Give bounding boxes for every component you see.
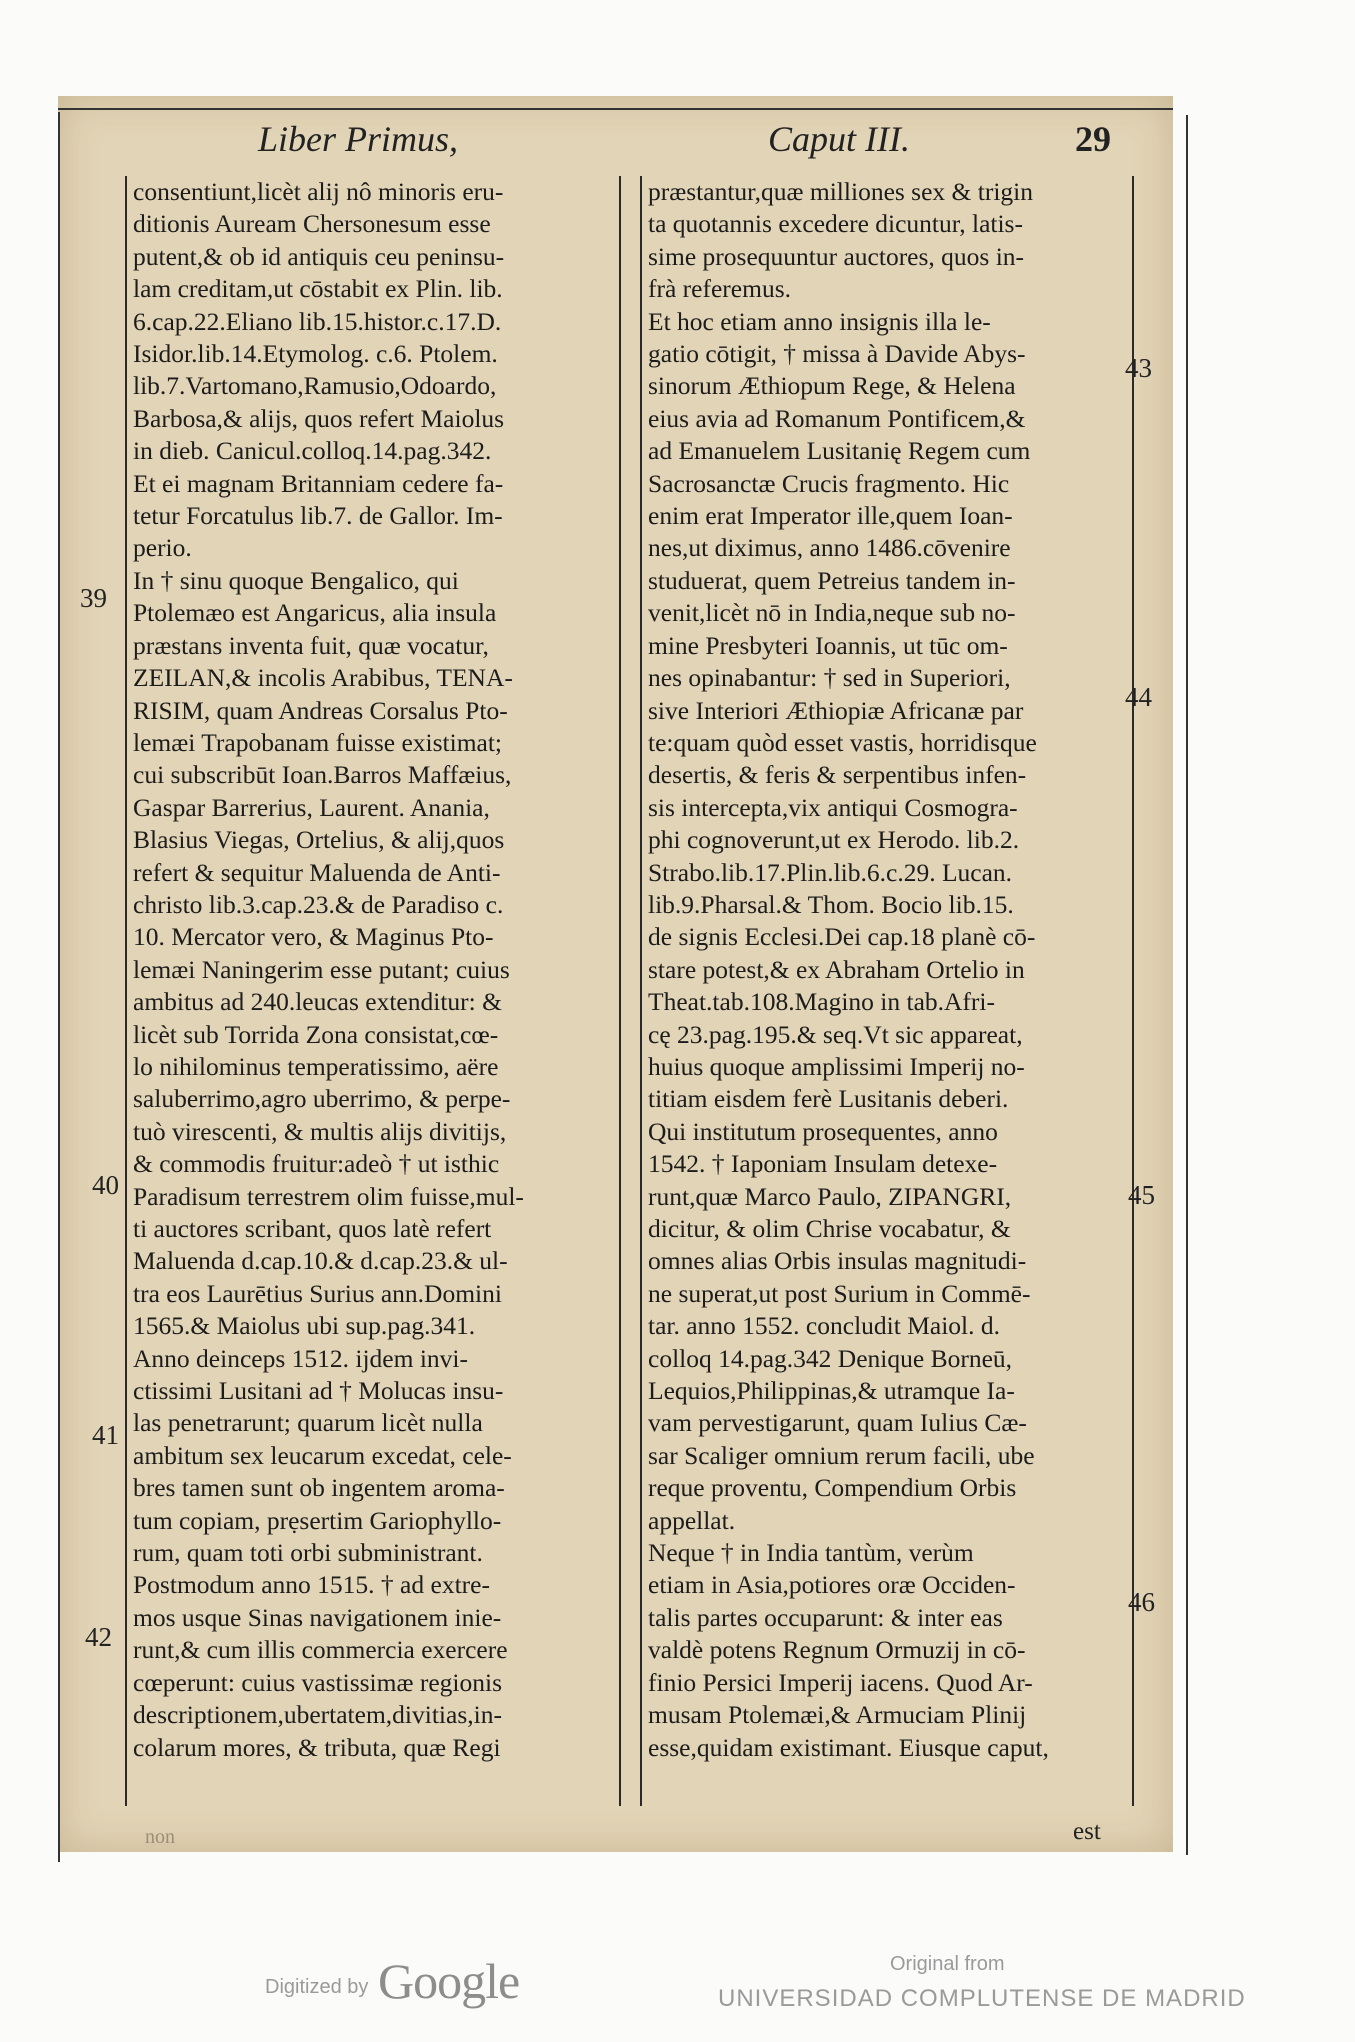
text-line: sis intercepta,vix antiqui Cosmogra- bbox=[648, 792, 1018, 822]
library-name: UNIVERSIDAD COMPLUTENSE DE MADRID bbox=[718, 1985, 1246, 2012]
text-line: venit,licèt nō in India,neque sub no- bbox=[648, 598, 1016, 628]
text-line: ta quotannis excedere dicuntur, latis- bbox=[648, 209, 1023, 239]
right-border-rule bbox=[1186, 115, 1188, 1855]
text-line: colloq 14.pag.342 Denique Borneū, bbox=[648, 1343, 1013, 1373]
text-line: rum, quam toti orbi subministrant. bbox=[133, 1538, 483, 1568]
page-number: 29 bbox=[1075, 119, 1111, 159]
text-line: musam Ptolemæi,& Armuciam Plinij bbox=[648, 1700, 1027, 1730]
text-line: esse,quidam existimant. Eiusque caput, bbox=[648, 1732, 1049, 1762]
text-line: runt,& cum illis commercia exercere bbox=[133, 1635, 508, 1665]
text-line: 1565.& Maiolus ubi sup.pag.341. bbox=[133, 1311, 476, 1341]
text-line: tuò virescenti, & multis alijs divitijs, bbox=[133, 1116, 507, 1146]
text-line: Isidor.lib.14.Etymolog. c.6. Ptolem. bbox=[133, 339, 498, 369]
text-line: præstantur,quæ milliones sex & trigin bbox=[648, 177, 1034, 206]
text-line: las penetrarunt; quarum licèt nulla bbox=[133, 1408, 483, 1438]
text-line: sime prosequuntur auctores, quos in- bbox=[648, 241, 1025, 271]
text-line: titiam eisdem ferè Lusitanis deberi. bbox=[648, 1084, 1009, 1114]
text-line: appellat. bbox=[648, 1505, 736, 1535]
text-line: refert & sequitur Maluenda de Anti- bbox=[133, 857, 501, 887]
text-line: Sacrosanctæ Crucis fragmento. Hic bbox=[648, 468, 1010, 498]
text-line: lemæi Naningerim esse putant; cuius bbox=[133, 954, 510, 984]
text-line: sinorum Æthiopum Rege, & Helena bbox=[648, 371, 1016, 401]
text-line: eius avia ad Romanum Pontificem,& bbox=[648, 403, 1026, 433]
text-line: Neque † in India tantùm, verùm bbox=[648, 1538, 974, 1568]
text-line: te:quam quòd esset vastis, horridisque bbox=[648, 727, 1037, 757]
text-line: descriptionem,ubertatem,divitias,in- bbox=[133, 1700, 502, 1730]
header-rule bbox=[58, 108, 1173, 110]
text-line: ditionis Auream Chersonesum esse bbox=[133, 209, 491, 239]
text-line: ctissimi Lusitani ad † Molucas insu- bbox=[133, 1376, 504, 1406]
text-line: finio Persici Imperij iacens. Quod Ar- bbox=[648, 1667, 1033, 1697]
text-line: saluberrimo,agro uberrimo, & perpe- bbox=[133, 1084, 511, 1114]
text-line: desertis, & feris & serpentibus infen- bbox=[648, 760, 1027, 790]
text-line: frà referemus. bbox=[648, 274, 791, 304]
text-line: stare potest,& ex Abraham Ortelio in bbox=[648, 954, 1025, 984]
text-line: ZEILAN,& incolis Arabibus, TENA- bbox=[133, 663, 513, 693]
text-line: lib.7.Vartomano,Ramusio,Odoardo, bbox=[133, 371, 497, 401]
text-line: Barbosa,& alijs, quos refert Maiolus bbox=[133, 403, 505, 433]
text-line: bres tamen sunt ob ingentem aroma- bbox=[133, 1473, 505, 1503]
text-line: tetur Forcatulus lib.7. de Gallor. Im- bbox=[133, 501, 503, 531]
text-line: nes,ut diximus, anno 1486.cōvenire bbox=[648, 533, 1011, 563]
text-line: lemæi Trapobanam fuisse existimat; bbox=[133, 727, 503, 757]
margin-number: 42 bbox=[85, 1622, 112, 1652]
digitized-by-label: Digitized by bbox=[265, 1976, 369, 1998]
margin-number: 45 bbox=[1128, 1180, 1155, 1210]
footer-mark: non bbox=[145, 1826, 175, 1848]
margin-number: 40 bbox=[92, 1170, 119, 1200]
text-line: Lequios,Philippinas,& utramque Ia- bbox=[648, 1376, 1015, 1406]
text-line: 1542. † Iaponiam Insulam detexe- bbox=[648, 1149, 998, 1179]
text-line: Paradisum terrestrem olim fuisse,mul- bbox=[133, 1181, 524, 1211]
text-line: runt,quæ Marco Paulo, ZIPANGRI, bbox=[648, 1181, 1012, 1211]
text-line: huius quoque amplissimi Imperij no- bbox=[648, 1051, 1025, 1081]
running-head-center: Caput III. bbox=[768, 119, 910, 159]
text-line: enim erat Imperator ille,quem Ioan- bbox=[648, 501, 1013, 531]
right-text-column bbox=[640, 176, 1134, 1806]
margin-number: 46 bbox=[1128, 1587, 1155, 1617]
text-line: colarum mores, & tributa, quæ Regi bbox=[133, 1732, 501, 1762]
text-line: dicitur, & olim Chrise vocabatur, & bbox=[648, 1214, 1011, 1243]
text-line: cui subscribūt Ioan.Barros Maffæius, bbox=[133, 760, 512, 790]
text-line: Postmodum anno 1515. † ad extre- bbox=[133, 1570, 490, 1600]
text-line: Qui institutum prosequentes, anno bbox=[648, 1116, 998, 1146]
google-logo: Google bbox=[378, 1953, 520, 2009]
margin-number: 41 bbox=[92, 1420, 119, 1450]
text-line: nes opinabantur: † sed in Superiori, bbox=[648, 663, 1011, 693]
text-line: phi cognoverunt,ut ex Herodo. lib.2. bbox=[648, 825, 1020, 855]
text-line: licèt sub Torrida Zona consistat,cœ- bbox=[133, 1019, 499, 1049]
text-line: Maluenda d.cap.10.& d.cap.23.& ul- bbox=[133, 1246, 508, 1276]
text-line: In † sinu quoque Bengalico, qui bbox=[133, 565, 459, 595]
text-line: cę 23.pag.195.& seq.Vt sic appareat, bbox=[648, 1019, 1023, 1049]
text-line: ne superat,ut post Surium in Commē- bbox=[648, 1278, 1031, 1308]
text-line: gatio cōtigit, † missa à Davide Abys- bbox=[648, 339, 1026, 369]
text-line: præstans inventa fuit, quæ vocatur, bbox=[133, 630, 489, 660]
left-border-rule bbox=[58, 112, 60, 1862]
text-line: ambitum sex leucarum excedat, cele- bbox=[133, 1440, 512, 1470]
text-line: ad Emanuelem Lusitanię Regem cum bbox=[648, 436, 1031, 466]
text-line: reque proventu, Compendium Orbis bbox=[648, 1473, 1017, 1503]
text-line: ambitus ad 240.leucas extenditur: & bbox=[133, 987, 502, 1017]
catchword: est bbox=[1073, 1818, 1101, 1845]
text-line: mine Presbyteri Ioannis, ut tūc om- bbox=[648, 630, 1008, 660]
text-line: Ptolemæo est Angaricus, alia insula bbox=[133, 598, 497, 628]
text-line: de signis Ecclesi.Dei cap.18 planè cō- bbox=[648, 922, 1036, 952]
text-line: Theat.tab.108.Magino in tab.Afri- bbox=[648, 987, 995, 1017]
text-line: Gaspar Barrerius, Laurent. Anania, bbox=[133, 792, 490, 822]
text-line: lo nihilominus temperatissimo, aëre bbox=[133, 1051, 499, 1081]
text-line: omnes alias Orbis insulas magnitudi- bbox=[648, 1246, 1027, 1276]
text-line: putent,& ob id antiquis ceu peninsu- bbox=[133, 241, 505, 271]
text-line: valdè potens Regnum Ormuzij in cō- bbox=[648, 1635, 1026, 1665]
text-line: studuerat, quem Petreius tandem in- bbox=[648, 565, 1016, 595]
margin-number: 43 bbox=[1125, 353, 1152, 383]
text-line: tra eos Laurētius Surius ann.Domini bbox=[133, 1278, 502, 1308]
text-line: tum copiam, prẹsertim Gariophyllo- bbox=[133, 1505, 502, 1535]
original-from-label: Original from bbox=[890, 1953, 1005, 1975]
left-text-column bbox=[125, 176, 621, 1806]
text-line: in dieb. Canicul.colloq.14.pag.342. bbox=[133, 436, 492, 466]
text-line: perio. bbox=[133, 533, 192, 563]
text-line: etiam in Asia,potiores oræ Occiden- bbox=[648, 1570, 1016, 1600]
text-line: talis partes occuparunt: & inter eas bbox=[648, 1602, 1003, 1632]
text-line: 6.cap.22.Eliano lib.15.histor.c.17.D. bbox=[133, 306, 502, 336]
text-line: mos usque Sinas navigationem inie- bbox=[133, 1602, 502, 1632]
text-line: Blasius Viegas, Ortelius, & alij,quos bbox=[133, 825, 505, 855]
text-line: lam creditam,ut cōstabit ex Plin. lib. bbox=[133, 274, 503, 304]
text-line: sive Interiori Æthiopiæ Africanæ par bbox=[648, 695, 1024, 725]
text-line: tar. anno 1552. concludit Maiol. d. bbox=[648, 1311, 1000, 1341]
text-line: christo lib.3.cap.23.& de Paradiso c. bbox=[133, 889, 504, 919]
text-line: Anno deinceps 1512. ijdem invi- bbox=[133, 1343, 468, 1373]
text-line: lib.9.Pharsal.& Thom. Bocio lib.15. bbox=[648, 889, 1014, 919]
margin-number: 44 bbox=[1125, 682, 1152, 712]
text-line: Et hoc etiam anno insignis illa le- bbox=[648, 306, 991, 336]
running-head-left: Liber Primus, bbox=[258, 119, 459, 159]
text-line: cœperunt: cuius vastissimæ regionis bbox=[133, 1667, 503, 1697]
text-line: sar Scaliger omnium rerum facili, ube bbox=[648, 1440, 1035, 1470]
text-line: Strabo.lib.17.Plin.lib.6.c.29. Lucan. bbox=[648, 857, 1013, 887]
text-line: ti auctores scribant, quos latè refert bbox=[133, 1214, 492, 1243]
text-line: vam pervestigarunt, quam Iulius Cæ- bbox=[648, 1408, 1027, 1438]
text-line: 10. Mercator vero, & Maginus Pto- bbox=[133, 922, 494, 952]
text-line: & commodis fruitur:adeò † ut isthic bbox=[133, 1149, 500, 1179]
text-line: RISIM, quam Andreas Corsalus Pto- bbox=[133, 695, 508, 725]
text-line: Et ei magnam Britanniam cedere fa- bbox=[133, 468, 504, 498]
text-line: consentiunt,licèt alij nô minoris eru- bbox=[133, 177, 504, 206]
margin-number: 39 bbox=[80, 583, 107, 613]
